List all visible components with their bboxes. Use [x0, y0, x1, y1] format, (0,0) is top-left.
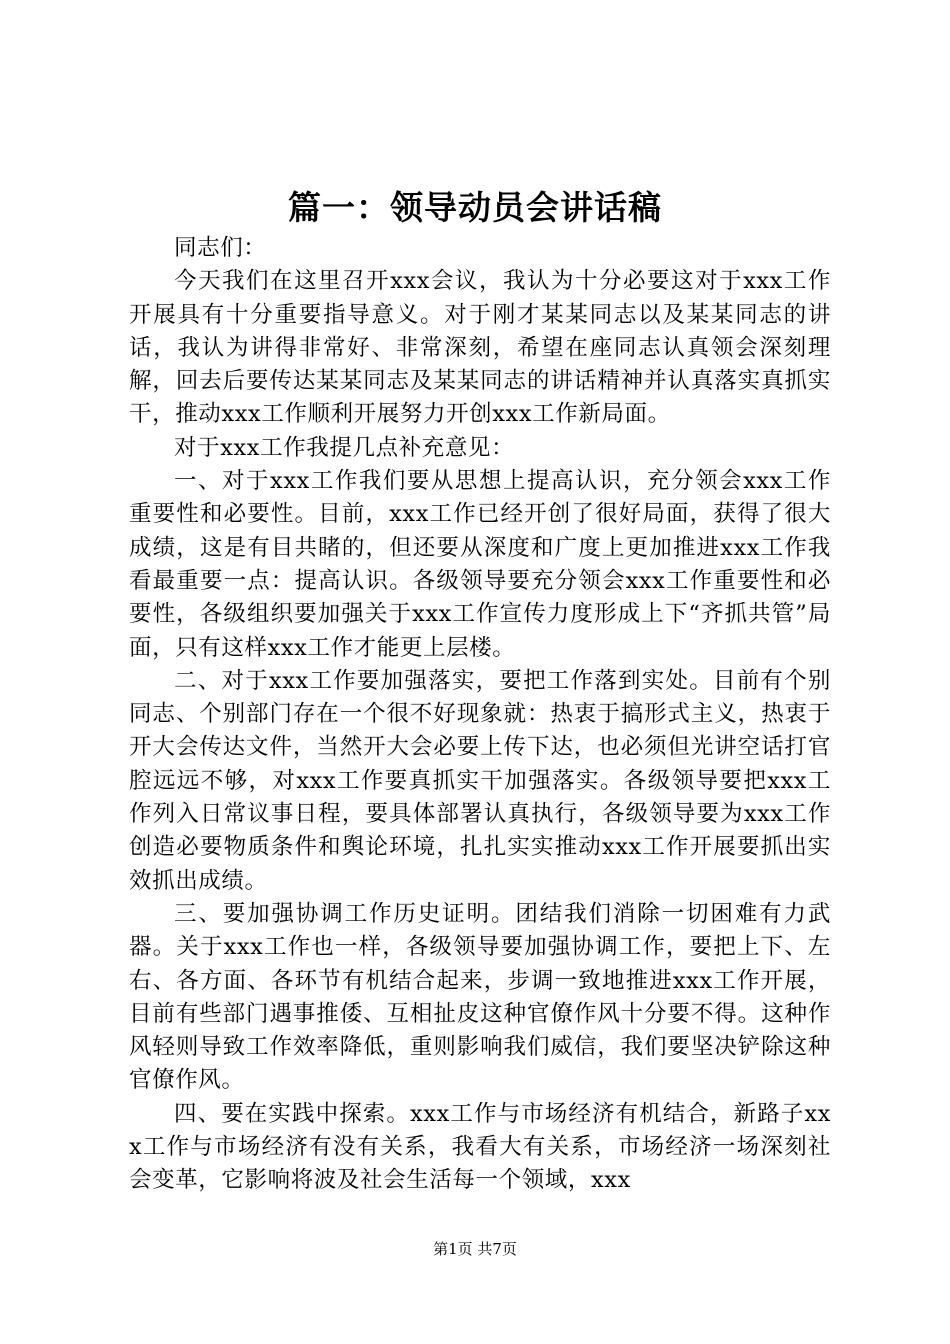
document-title: 篇一：领导动员会讲话稿	[288, 188, 662, 227]
document-body	[129, 232, 831, 1198]
paragraph-point-4: 四、要在实践中探索。xxx工作与市场经济有机结合，新路子xxx工作与市场经济有没有关系，我看大有关系，市场经济一场深刻社会变革，它影响将波及社会生活每一个领域，xxx	[129, 1100, 831, 1194]
page-number-footer: 第1页 共7页	[433, 1240, 517, 1258]
paragraph-intro: 今天我们在这里召开xxx会议，我认为十分必要这对于xxx工作开展具有十分重要指导意义。对于刚才某某同志以及某某同志的讲话，我认为讲得非常好、非常深刻，希望在座同志认真领会深刻理解，回去后要传达某某同志及某某同志的讲话精神并认真落实真抓实干，推动xxx工作顺利开展努力开创xxx工作新局面。	[129, 268, 831, 428]
paragraph-point-3: 三、要加强协调工作历史证明。团结我们消除一切困难有力武器。关于xxx工作也一样，各级领导要加强协调工作，要把上下、左右、各方面、各环节有机结合起来，步调一致地推进xxx工作开展，目前有些部门遇事推倭、互相扯皮这种官僚作风十分要不得。这种作风轻则导致工作效率降低，重则影响我们威信，我们要坚决铲除这种官僚作风。	[129, 900, 831, 1094]
paragraph-point-1: 一、对于xxx工作我们要从思想上提高认识，充分领会xxx工作重要性和必要性。目前，xxx工作已经开创了很好局面，获得了很大成绩，这是有目共睹的，但还要从深度和广度上更加推进xxx工作我看最重要一点：提高认识。各级领导要充分领会xxx工作重要性和必要性，各级组织要加强关于xxx工作宣传力度形成上下“齐抓共管”局面，只有这样xxx工作才能更上层楼。	[129, 468, 831, 661]
paragraph-point-2: 二、对于xxx工作要加强落实，要把工作落到实处。目前有个别同志、个别部门存在一个很不好现象就：热衷于搞形式主义，热衷于开大会传达文件，当然开大会必要上传下达，也必须但光讲空话打官腔远远不够，对xxx工作要真抓实干加强落实。各级领导要把xxx工作列入日常议事日程，要具体部署认真执行，各级领导要为xxx工作创造必要物质条件和舆论环境，扎扎实实推动xxx工作开展要抓出实效抓出成绩。	[129, 667, 831, 894]
paragraph-salutation: 同志们：	[174, 235, 267, 261]
paragraph-opinions-lead: 对于xxx工作我提几点补充意见：	[174, 434, 515, 461]
